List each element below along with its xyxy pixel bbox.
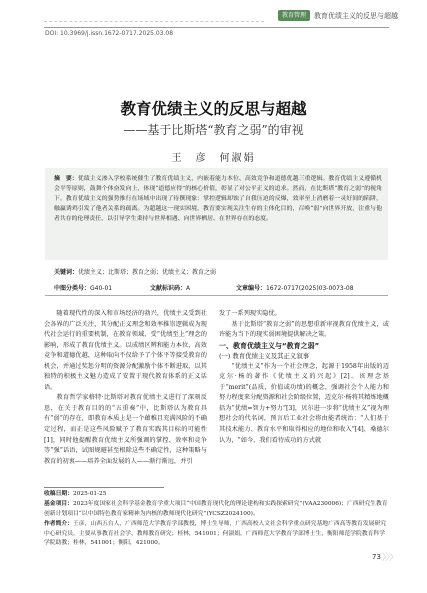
- footnote-rule: [44, 487, 164, 488]
- clc-label: 中图分类号：: [54, 285, 91, 292]
- article-title: 教育优绩主义的反思与超越: [120, 100, 307, 118]
- authors: 王 彦 何淑娟: [171, 153, 256, 164]
- body-left-column: [44, 309, 207, 467]
- clc-number: [54, 283, 112, 292]
- abstract-text: 优绩主义渗入学校系统催生了教育优绩主义，内嵌着能力本位、高效竞争和道德优越三重逻辑。教育优绩主义遵循机会平等原则，鼓舞个体奋发向上，体现“道德应得”的核心价值，彰显了对公平正义的追求。然而，在比斯塔“教育之弱”的视角下，教育优绩主义的强势推行在场域中出现了待撰现象：掌控逻辑却蚀了自我压迫的反爆，效率至上消磨着一灵好间的陷阱，触赢诱鸡引发了他者关系的疏离。为超越这一现实困境，教育要实现关注生存的主体化目的，召唤“弱”向世界开放，注重与他者共存的伦理责任，以引导学生秉持与世界相遇、向世界栖居、在世界存在的态度。: [54, 176, 383, 222]
- body-paragraph: 基于比斯塔“教育之弱”的思想重新审视教育优绩主义，或许能为当下的现实弱困境提供解决之策。: [219, 320, 389, 339]
- body-paragraph: 随着现代性的深入和市场经济的勃兴，优绩主义受到社会各界的广泛关注，其分配正义理念和效率推崇逻辑成为现代社会运行的重要机制，在教育领域，受“优绩至上”理念的影响，形成了教育优绩主义。以成绩区辨和能力本位，高效竞争和道德优越，这种取向不仅给予了个体平等接受教育的机会，并通过奖惩分明的资源分配激励个体不断进取，以其独特的积极主义魅力造成了安置于现代教育体系的正义话语。: [44, 310, 207, 391]
- document-code: [150, 283, 190, 292]
- keywords-text: 优绩主义；比斯塔；教育之弱；优绩主义；教育之弱: [78, 269, 217, 276]
- header-dashed-rule: [44, 21, 264, 22]
- page-number: 73: [372, 553, 381, 561]
- clc-value: G40-01: [90, 285, 113, 292]
- article-no-label: 文章编号：: [236, 285, 267, 292]
- running-title: 教育优绩主义的反思与超越: [314, 11, 399, 20]
- doi[interactable]: DOI: 10.3969/j.issn.1672-0717.2025.03.08: [45, 30, 174, 37]
- footnote-fund: [44, 500, 389, 519]
- received-label: 收稿日期：: [44, 491, 73, 497]
- body-paragraph: 教育哲学家格特·比斯塔对教育优绩主义进行了深刻反思，在关于教育目的的“五重奏”中，比斯塔认为教育具有“弱”的存在，即教育本质上是一个蕴稚且充满风险的不确定过程，而正是这些风险赋予了教育实践其目标的可能性[1]，同时他提醒教育优绩主义所强调的掌控、效率和竞争等“强”话语，试图规避甚至根除这些不确定性，这种策略与教育的初衷——培养全面发展的人——渐行渐远，并引: [44, 394, 207, 465]
- page-arrows-icon: 〉〉〉: [382, 553, 398, 563]
- header-rule: [44, 27, 389, 28]
- author-label: 作者简介：: [44, 521, 73, 527]
- running-header: [278, 9, 398, 22]
- body-right-column: [219, 309, 389, 446]
- body-paragraph: “优绩主义”作为一个社会理念，起源于1958年出版的迈克尔·杨的著作《优绩主义的兴起》[2]。该理念基于“merit”(品质，价值或功绩)的概念，强调社会个人能力和努力程度来分配资源和社会阶级位置，迈克尔·杨将其精炼地概括为“优绩=智力+努力”[3]，贝尔进一步将“优绩主义”视为理想社会的代名词，预言后工业社会将由能者统治：“人们基于其技术能力、教育水平和取得相应的地位和收入”[4]，桑德尔认为，“如今，我们看待成功的方式就: [219, 362, 389, 444]
- fund-text: 2023年度国家社会科学基金教育学重大项目“中国教育现代化的理论建构和实践探索研究”(VAA230006)；广西研究生教育创新计划项目“以中国特色教育家精神为内核的教师现代化研究”(YCSZ2024100)。: [44, 501, 388, 517]
- article-no-value: 1672-0717(2025)03-0073-08: [266, 285, 354, 292]
- subsection-heading: (一) 教育优绩主义及其正义叙事: [219, 352, 310, 361]
- article-number: [236, 283, 354, 292]
- abstract: [54, 174, 382, 224]
- received-date: 2025-01-25: [73, 491, 107, 497]
- keywords-label: 关键词：: [54, 269, 79, 276]
- article-subtitle: ——基于比斯塔“教育之弱”的审视: [123, 123, 304, 137]
- fund-label: 基金项目：: [44, 501, 73, 507]
- meta-rule: [45, 295, 388, 296]
- section-badge: 教育管理: [278, 10, 310, 21]
- section-heading: 一、教育优绩主义与“教育之弱”: [219, 341, 320, 350]
- abstract-label: 摘 要：: [54, 176, 78, 182]
- body-paragraph: 发了一系列现实隐忧。: [219, 310, 281, 317]
- code-value: A: [186, 285, 191, 292]
- footnote-received: [44, 490, 389, 500]
- keywords: [54, 267, 384, 276]
- footnote-author: [44, 520, 389, 549]
- code-label: 文献标识码：: [150, 285, 187, 292]
- author-text: 王彦，山西五台人，广西师范大学教育学部教授，博士生导师，广西高校人文社会科学重点研究基地广西高等教育发展研究中心研究员，主要从事教育社会学、教师教育研究；桂林，541001；何淑娟，广西师范大学教育学部博士生，衡阳师范学院教育科学学院助教；桂林，541001；衡阳，421000。: [44, 521, 387, 547]
